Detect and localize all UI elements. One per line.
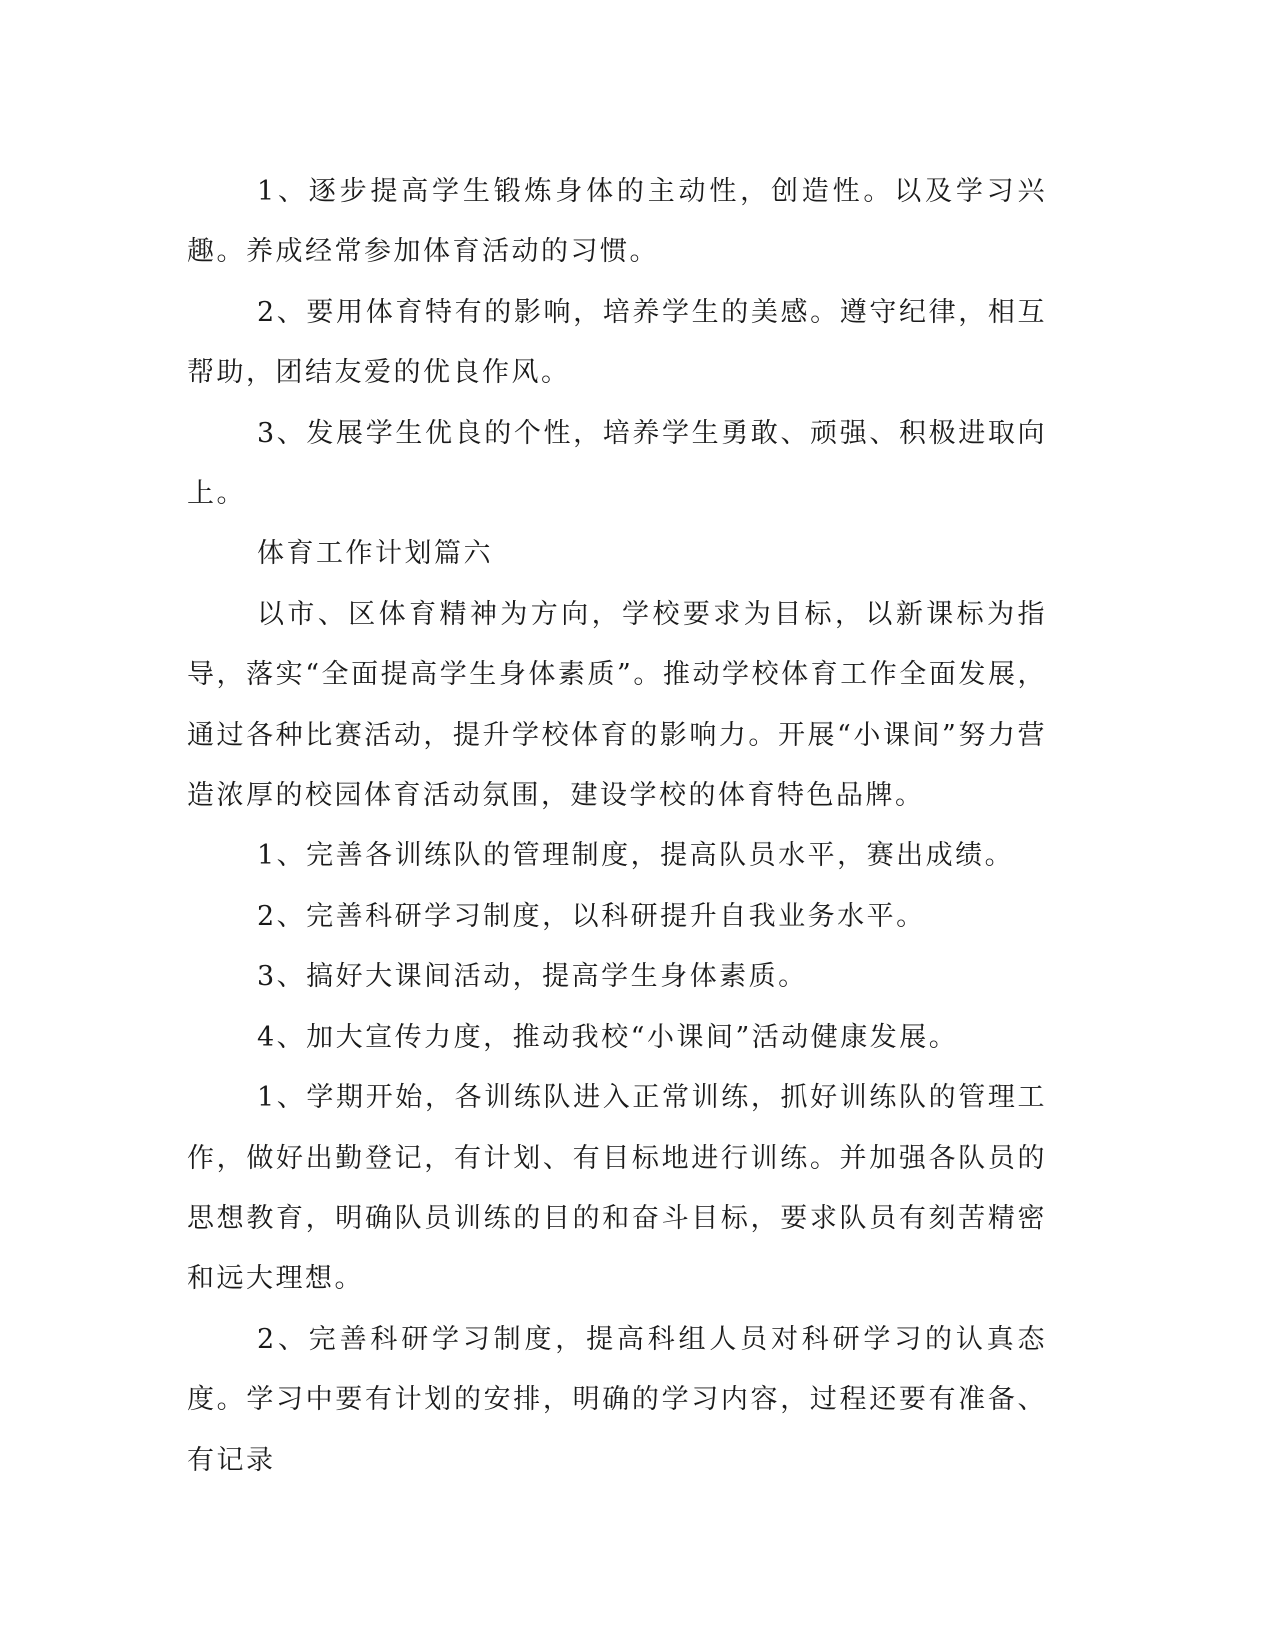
paragraph-goal-2: 2、要用体育特有的影响，培养学生的美感。遵守纪律，相互帮助，团结友爱的优良作风。	[187, 296, 1047, 389]
paragraph-intro: 以市、区体育精神为方向，学校要求为目标，以新课标为指导，落实“全面提高学生身体素质”。推动学校体育工作全面发展，通过各种比赛活动，提升学校体育的影响力。开展“小课间”努力营造浓厚的校园体育活动氛围，建设学校的体育特色品牌。	[187, 598, 1047, 812]
paragraph-task-2: 2、完善科研学习制度，以科研提升自我业务水平。	[257, 900, 926, 932]
paragraph-measure-2: 2、完善科研学习制度，提高科组人员对科研学习的认真态度。学习中要有计划的安排，明确的学习内容，过程还要有准备、有记录	[187, 1323, 1047, 1476]
document-body	[187, 162, 1047, 1491]
paragraph-measure-1: 1、学期开始，各训练队进入正常训练，抓好训练队的管理工作，做好出勤登记，有计划、有目标地进行训练。并加强各队员的思想教育，明确队员训练的目的和奋斗目标，要求队员有刻苦精密和远大理想。	[187, 1082, 1047, 1295]
paragraph-task-1: 1、完善各训练队的管理制度，提高队员水平，赛出成绩。	[257, 840, 1015, 872]
paragraph-task-3: 3、搞好大课间活动，提高学生身体素质。	[257, 961, 808, 993]
paragraph-goal-1: 1、逐步提高学生锻炼身体的主动性，创造性。以及学习兴趣。养成经常参加体育活动的习惯。	[187, 176, 1047, 268]
paragraph-task-4: 4、加大宣传力度，推动我校“小课间”活动健康发展。	[257, 1021, 959, 1053]
section-heading: 体育工作计划篇六	[257, 538, 493, 570]
paragraph-goal-3: 3、发展学生优良的个性，培养学生勇敢、顽强、积极进取向上。	[187, 417, 1047, 510]
